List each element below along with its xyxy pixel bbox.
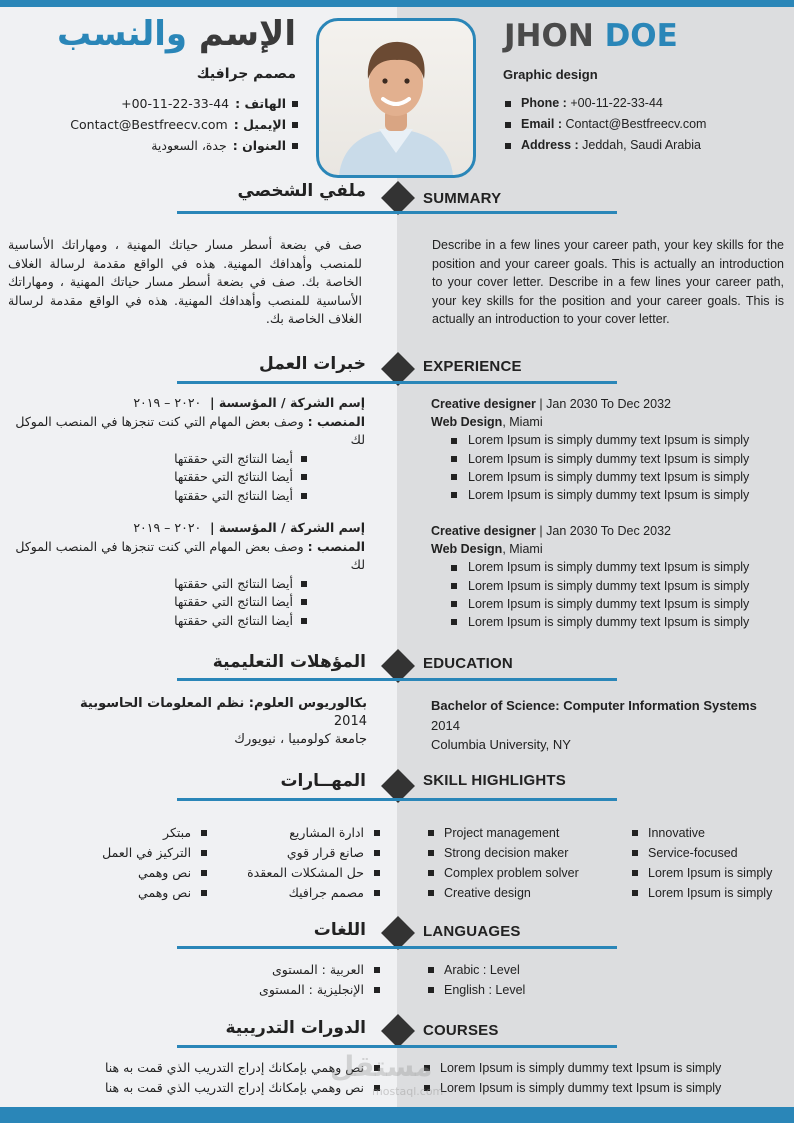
name-english-first: JHON [504,18,594,54]
bullet-icon [201,870,207,876]
section-title-education-ar: المؤهلات التعليمية [212,652,366,672]
skill-text: Project management [444,826,560,840]
bullet-text: Lorem Ipsum is simply dummy text Ipsum is simply [468,615,750,630]
bottom-accent-bar [0,1107,794,1123]
list-item [428,883,608,903]
contact-item-phone-en [505,93,775,114]
list-item [431,431,781,449]
bullet-text: Lorem Ipsum is simply dummy text Ipsum is simply [468,433,750,448]
bullet-icon [292,143,298,149]
section-divider [177,381,617,384]
bullet-icon [374,987,380,993]
experience-role-ar [8,413,365,450]
experience-dates: ٢٠٢٠ – ٢٠١٩ [133,520,202,535]
company-name: إسم الشركة / المؤسسة | [209,395,365,410]
list-item [247,843,380,863]
list-item [632,843,772,863]
bullet-icon [201,890,207,896]
course-text: نص وهمي بإمكانك إدراج التدريب الذي قمت به هنا [104,1080,364,1095]
list-item [8,468,365,487]
job-title-arabic: مصمم جرافيك [196,66,296,82]
experience-entry-en [431,395,781,504]
location: , Miami [502,415,543,430]
list-item [102,823,207,843]
list-item [102,883,207,903]
education-en [431,696,791,755]
list-item [30,1078,380,1098]
skill-text: مصمم جرافيك [288,885,364,900]
bullet-icon [201,830,207,836]
section-title-summary-en: SUMMARY [423,190,502,207]
contact-label: الإيميل : [233,117,286,132]
skill-text: التركيز في العمل [102,845,192,860]
section-divider [177,211,617,214]
contact-item-address-ar [40,135,298,156]
bullet-text: أيضا النتائج التي حققتها [174,612,293,628]
bullet-icon [451,583,457,589]
section-title-courses-en: COURSES [423,1022,499,1039]
name-english [504,18,678,54]
skill-text: Lorem Ipsum is simply [648,866,773,880]
contact-value: +00-11-22-33-44 [121,96,230,111]
experience-dates: | Jan 2030 To Dec 2032 [539,397,671,411]
skill-text: حل المشكلات المعقدة [247,865,364,880]
contact-label: Address : [521,138,579,152]
section-title-skills-en: SKILL HIGHLIGHTS [423,772,566,789]
location: , Miami [502,542,543,557]
section-title-skills-ar: المهــارات [280,771,366,791]
experience-entry-en [431,522,781,631]
experience-company-ar [8,519,365,538]
role: Web Design [431,542,503,557]
section-title-experience-ar: خبرات العمل [259,354,366,374]
experience-entry-ar [8,519,365,630]
bullet-icon [451,438,457,444]
bullet-icon [451,492,457,498]
list-item [8,450,365,469]
bullet-icon [201,850,207,856]
bullet-icon [632,890,638,896]
contact-item-address-en [505,135,775,156]
bullet-icon [632,870,638,876]
skill-text: نص وهمي [138,885,192,900]
language-text: الإنجليزية : المستوى [259,982,364,997]
profile-photo [316,18,476,178]
list-item [8,593,365,612]
list-item [247,823,380,843]
experience-title-en [431,522,781,540]
list-item [428,960,628,980]
contact-value[interactable]: Contact@Bestfreecv.com [565,117,707,131]
contact-value[interactable]: Contact@Bestfreecv.com [70,117,228,132]
languages-list-en [428,960,628,1000]
contact-label: Email : [521,117,562,131]
skill-text: ادارة المشاريع [289,825,364,840]
list-item [200,960,380,980]
bullet-icon [428,850,434,856]
school-ar: جامعة كولومبيا ، نيويورك [234,732,367,747]
skills-column [102,823,207,903]
skill-text: نص وهمي [138,865,192,880]
degree-year-ar: 2014 [333,714,367,729]
name-arabic-last: والنسب [57,14,188,54]
bullet-icon [301,599,307,605]
bullet-icon [374,830,380,836]
bullet-icon [451,619,457,625]
contact-item-phone-ar [40,93,298,114]
role-label: المنصب : [307,413,365,429]
company-name: إسم الشركة / المؤسسة | [209,520,365,535]
bullet-text: أيضا النتائج التي حققتها [174,575,293,591]
skill-text: Lorem Ipsum is simply [648,886,773,900]
course-text: نص وهمي بإمكانك إدراج التدريب الذي قمت به هنا [104,1060,364,1075]
bullet-icon [505,101,511,107]
job-title-english: Graphic design [503,67,598,82]
languages-list-ar [200,960,380,1000]
section-divider [177,1045,617,1048]
bullet-icon [301,493,307,499]
role-description: وصف بعض المهام التي كنت تنجزها في المنصب الموكل لك [15,538,365,572]
experience-role-en [431,413,781,431]
list-item [431,558,781,576]
list-item [428,823,608,843]
course-text: Lorem Ipsum is simply dummy text Ipsum is simply [440,1081,722,1095]
experience-entry-ar [8,394,365,505]
section-divider [177,946,617,949]
experience-role-en [431,540,781,558]
list-item [428,843,608,863]
section-title-education-en: EDUCATION [423,655,513,672]
skill-text: مبتكر [163,825,192,840]
bullet-icon [301,456,307,462]
contact-item-email-ar [40,114,298,135]
bullet-text: Lorem Ipsum is simply dummy text Ipsum is simply [468,469,750,484]
list-item [431,613,781,631]
skill-text: صانع قرار قوي [286,845,364,860]
bullet-icon [301,474,307,480]
bullet-icon [632,830,638,836]
contact-label: Phone : [521,96,567,110]
bullet-icon [374,870,380,876]
job-title: Creative designer [431,524,536,538]
bullet-text: Lorem Ipsum is simply dummy text Ipsum is simply [468,596,750,611]
summary-text-en: Describe in a few lines your career path, your key skills for the position and your career goals. This is actually an introduction to your cover letter. Describe in a few lines your career path, your key skills for the position and your career goals. This is actually an introduction to your cover letter. [432,238,784,326]
skill-text: Complex problem solver [444,866,579,880]
name-english-last: DOE [604,18,678,54]
name-arabic [40,14,296,54]
contact-value: +00-11-22-33-44 [570,96,663,110]
section-title-summary-ar: ملفي الشخصي [237,181,366,201]
contact-list-english [505,93,775,156]
name-arabic-first: الإسم [198,14,296,54]
bullet-icon [451,474,457,480]
contact-value: Jeddah, Saudi Arabia [582,138,701,152]
language-text: Arabic : Level [444,963,520,977]
bullet-icon [374,890,380,896]
bullet-text: أيضا النتائج التي حققتها [174,487,293,503]
list-item [247,863,380,883]
list-item [424,1058,784,1078]
contact-value: جدة، السعودية [151,138,227,153]
bullet-icon [428,967,434,973]
role-description: وصف بعض المهام التي كنت تنجزها في المنصب الموكل لك [15,413,365,447]
list-item [632,863,772,883]
school-en: Columbia University, NY [431,737,571,752]
bullet-text: Lorem Ipsum is simply dummy text Ipsum is simply [468,560,750,575]
list-item [102,843,207,863]
watermark-logo: مستقل [330,1050,433,1083]
job-title: Creative designer [431,397,536,411]
contact-list-arabic [40,93,298,156]
bullet-icon [632,850,638,856]
list-item [431,468,781,486]
section-title-experience-en: EXPERIENCE [423,358,522,375]
experience-title-en [431,395,781,413]
experience-dates: | Jan 2030 To Dec 2032 [539,524,671,538]
language-text: English : Level [444,983,526,997]
skills-list-ar [40,823,380,903]
bullet-icon [374,850,380,856]
list-item [428,980,628,1000]
bullet-icon [451,456,457,462]
section-divider [177,678,617,681]
education-ar [40,695,367,749]
bullet-icon [505,143,511,149]
contact-label: العنوان : [232,138,286,153]
degree-ar: بكالوريوس العلوم: نظم المعلومات الحاسوبية [80,696,367,711]
role-label: المنصب : [307,538,365,554]
list-item [8,575,365,594]
degree-year-en: 2014 [431,717,460,733]
section-divider [177,798,617,801]
bullet-icon [451,601,457,607]
bullet-icon [428,987,434,993]
skills-column [247,823,380,903]
list-item [8,487,365,506]
bullet-text: Lorem Ipsum is simply dummy text Ipsum is simply [468,578,750,593]
bullet-icon [428,890,434,896]
skill-text: Service-focused [648,846,738,860]
contact-label: الهاتف : [235,96,286,111]
contact-item-email-en [505,114,775,135]
skill-text: Creative design [444,886,531,900]
list-item [247,883,380,903]
list-item [431,577,781,595]
list-item [8,612,365,631]
bullet-text: Lorem Ipsum is simply dummy text Ipsum is simply [468,488,750,503]
skills-column [632,823,772,903]
section-title-courses-ar: الدورات التدريبية [225,1018,366,1038]
bullet-icon [292,122,298,128]
course-text: Lorem Ipsum is simply dummy text Ipsum is simply [440,1061,722,1075]
bullet-text: Lorem Ipsum is simply dummy text Ipsum is simply [468,451,750,466]
list-item [431,595,781,613]
experience-role-ar [8,538,365,575]
list-item [102,863,207,883]
list-item [431,486,781,504]
skills-column [428,823,608,903]
top-accent-bar [0,0,794,7]
role: Web Design [431,415,503,430]
skill-text: Strong decision maker [444,846,569,860]
bullet-text: أيضا النتائج التي حققتها [174,594,293,609]
list-item [431,450,781,468]
section-title-languages-en: LANGUAGES [423,923,521,940]
list-item [30,1058,380,1078]
section-title-languages-ar: اللغات [313,920,366,940]
skill-text: Innovative [648,826,705,840]
bullet-icon [451,565,457,571]
bullet-icon [301,618,307,624]
list-item [632,823,772,843]
experience-company-ar [8,394,365,413]
watermark-url: mostaql.com [372,1085,444,1098]
list-item [200,980,380,1000]
bullet-icon [301,581,307,587]
experience-dates: ٢٠٢٠ – ٢٠١٩ [133,395,202,410]
bullet-text: أيضا النتائج التي حققتها [174,450,293,466]
bullet-icon [428,830,434,836]
bullet-text: أيضا النتائج التي حققتها [174,469,293,484]
courses-list-ar [30,1058,380,1098]
summary-text-ar: صف في بضعة أسطر مسار حياتك المهنية ، ومهاراتك الأساسية للمنصب وأهدافك المهنية. هذه في الواقع مقدمة لرسالة الغلاف الخاصة بك. صف في بضعة أسطر مسار حياتك المهنية ، ومهاراتك الأساسية للمنصب وأهدافك المهنية. هذه في الواقع مقدمة لرسالة الغلاف الخاصة بك. [8,237,362,326]
bullet-icon [428,870,434,876]
person-portrait-icon [319,21,473,175]
bullet-icon [505,122,511,128]
list-item [428,863,608,883]
list-item [424,1078,784,1098]
bullet-icon [374,967,380,973]
list-item [632,883,772,903]
skills-list-en [428,823,788,903]
language-text: العربية : المستوى [272,962,364,977]
degree-en: Bachelor of Science: Computer Information Systems [431,698,757,713]
courses-list-en [424,1058,784,1098]
bullet-icon [292,101,298,107]
